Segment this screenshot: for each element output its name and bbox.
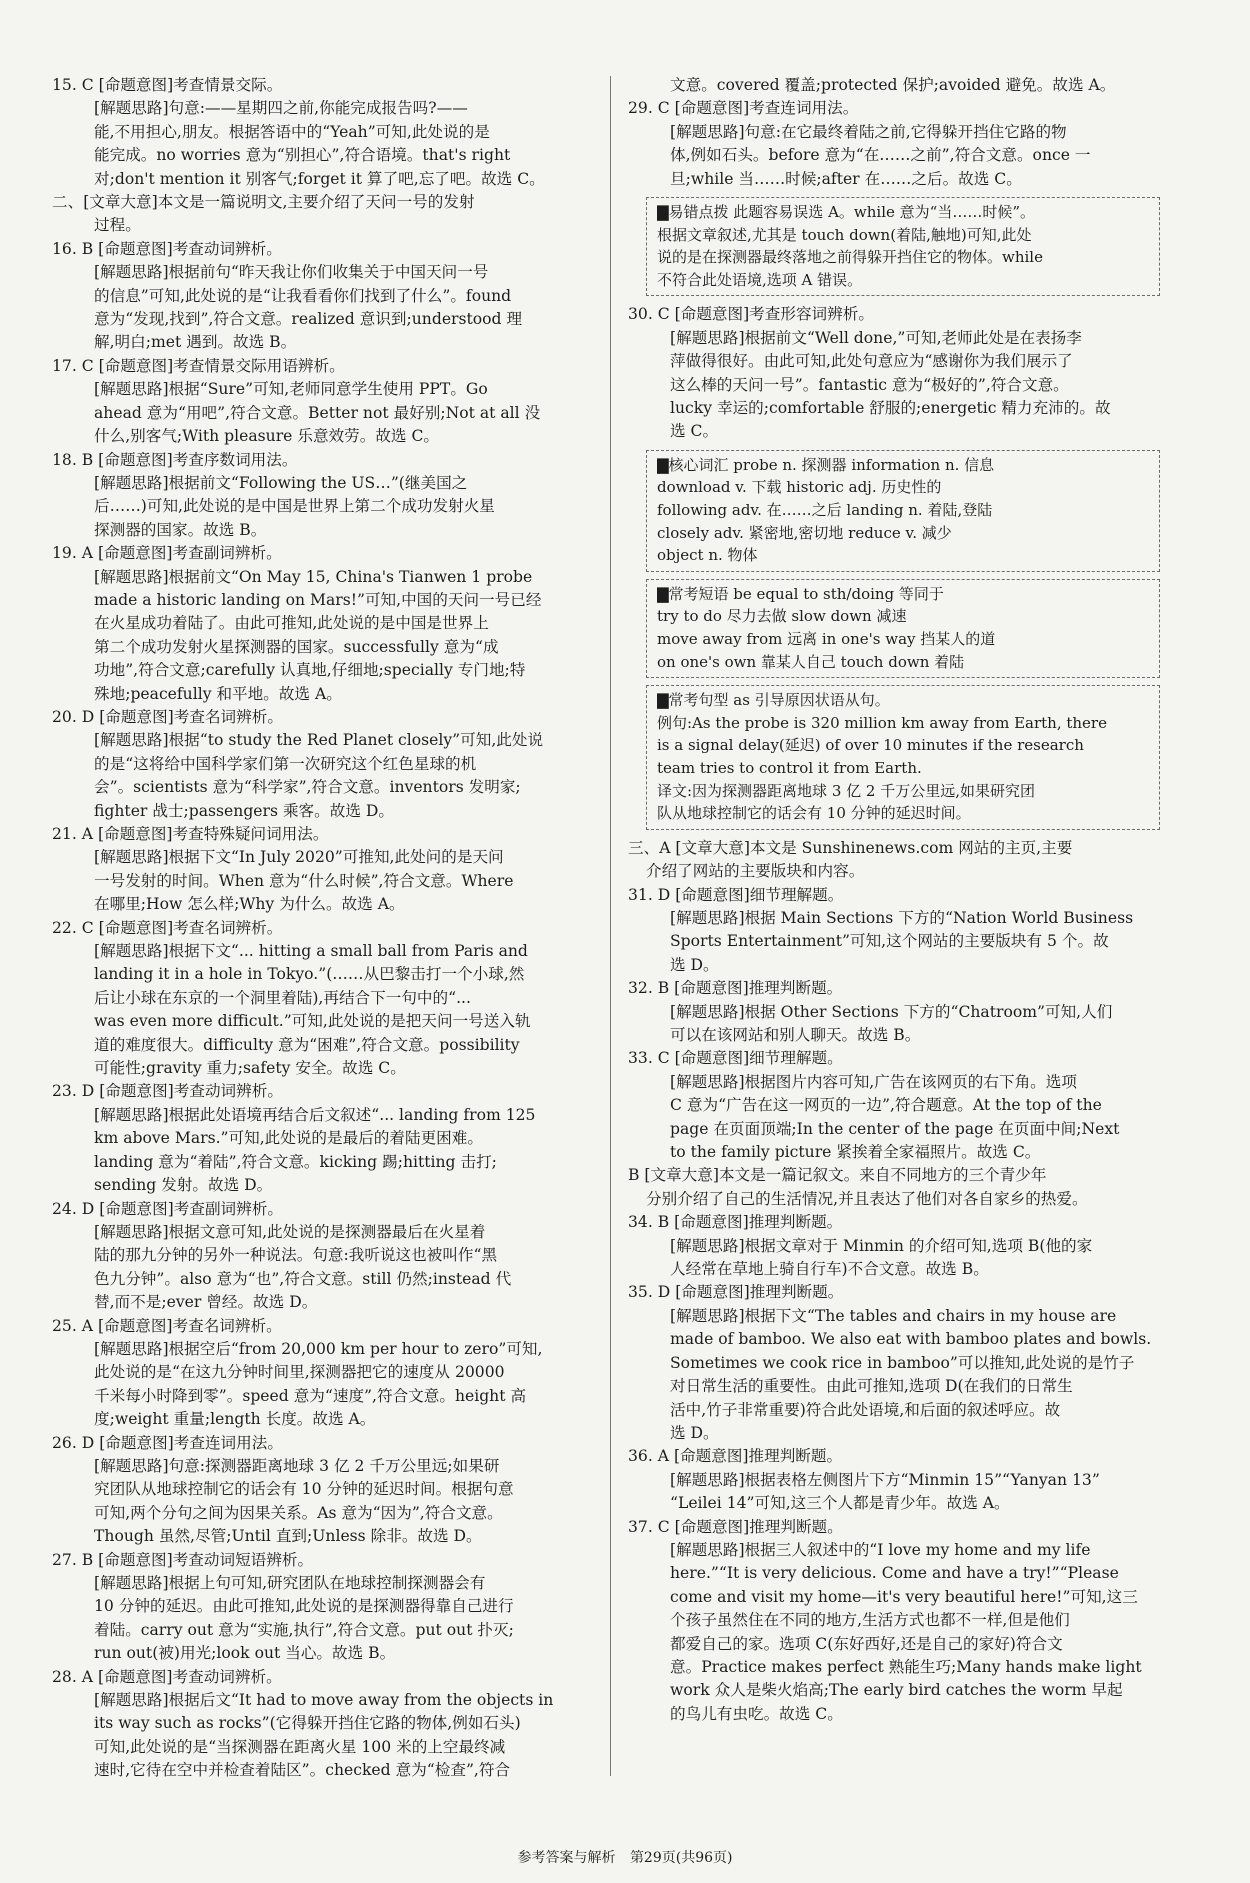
note-line: 不符合此处语境,选项 A 错误。	[657, 270, 863, 289]
text-line: page 在页面顶端;In the center of the page 在页面中间;Next	[670, 1119, 1120, 1138]
text-line: 选 D。	[670, 1423, 719, 1442]
text-line: 对;don't mention it 别客气;forget it 算了吧,忘了吧。故选 C。	[94, 169, 545, 188]
note-line: download v. 下载 historic adj. 历史性的	[657, 478, 942, 497]
text-line: 这么棒的天问一号”。fantastic 意为“极好的”,符合文意。	[670, 375, 1069, 394]
text-line: 分别介绍了自己的生活情况,并且表达了他们对各自家乡的热爱。	[646, 1189, 1088, 1208]
question-heading: 21. A [命题意图]考查特殊疑问词用法。	[52, 825, 329, 843]
text-line: ahead 意为“用吧”,符合文意。Better not 最好别;Not at all 没	[94, 403, 541, 422]
text-line: [解题思路]根据前文“On May 15, China's Tianwen 1 probe	[94, 567, 533, 586]
note-line: ▇易错点拨 此题容易误选 A。while 意为“当……时候”。	[657, 203, 1035, 222]
text-line: [解题思路]根据下文“The tables and chairs in my house are	[670, 1306, 1117, 1325]
text-line: 探测器的国家。故选 B。	[94, 520, 267, 539]
text-line: [解题思路]根据“to study the Red Planet closely”可知,此处说	[94, 731, 544, 750]
text-line: [解题思路]根据下文“... hitting a small ball from Paris and	[94, 942, 528, 961]
text-line: [解题思路]根据空后“from 20,000 km per hour to zero”可知,	[94, 1339, 543, 1358]
note-line: 译文:因为探测器距离地球 3 亿 2 千万公里远,如果研究团	[657, 781, 1035, 800]
text-line: Sometimes we cook rice in bamboo”可以推知,此处说的是竹子	[670, 1353, 1135, 1372]
text-line: [解题思路]根据文意可知,此处说的是探测器最后在火星着	[94, 1222, 486, 1241]
question-heading: 18. B [命题意图]考查序数词用法。	[52, 450, 298, 469]
question-heading: B [文章大意]本文是一篇记叙文。来自不同地方的三个青少年	[628, 1166, 1047, 1185]
question-heading: 17. C [命题意图]考查情景交际用语辨析。	[52, 356, 345, 375]
text-line: Sports Entertainment”可知,这个网站的主要版块有 5 个。故	[670, 932, 1109, 951]
text-line: [解题思路]句意:探测器距离地球 3 亿 2 千万公里远;如果研	[94, 1456, 500, 1475]
column-divider	[610, 76, 611, 1776]
text-line: [解题思路]根据文章对于 Minmin 的介绍可知,选项 B(他的家	[670, 1236, 1093, 1255]
text-line: made a historic landing on Mars!”可知,中国的天问一号已经	[94, 590, 542, 609]
text-line: 解,明白;met 遇到。故选 B。	[94, 333, 297, 352]
text-line: 个孩子虽然住在不同的地方,生活方式也都不一样,但是他们	[670, 1611, 1070, 1630]
text-line: 选 D。	[670, 955, 719, 974]
text-line: 殊地;peacefully 和平地。故选 A。	[94, 684, 342, 703]
text-line: 什么,别客气;With pleasure 乐意效劳。故选 C。	[94, 427, 440, 446]
note-line: team tries to control it from Earth.	[657, 758, 922, 777]
text-line: work 众人是柴火焰高;The early bird catches the worm 早起	[670, 1681, 1123, 1700]
note-line: 队从地球控制它的话会有 10 分钟的延迟时间。	[657, 804, 971, 823]
text-line: [解题思路]根据前句“昨天我让你们收集关于中国天问一号	[94, 263, 489, 282]
question-heading: 25. A [命题意图]考查名词辨析。	[52, 1316, 282, 1335]
note-line: 例句:As the probe is 320 million km away from Earth, there	[657, 713, 1107, 732]
text-line: fighter 战士;passengers 乘客。故选 D。	[94, 801, 394, 820]
text-line: Though 虽然,尽管;Until 直到;Unless 除非。故选 D。	[94, 1527, 482, 1546]
text-line: 后让小球在东京的一个洞里着陆),再结合下一句中的“...	[94, 988, 471, 1007]
text-line: 后……)可知,此处说的是中国是世界上第二个成功发射火星	[94, 497, 495, 516]
text-line: landing 意为“着陆”,符合文意。kicking 踢;hitting 击打;	[94, 1152, 497, 1171]
text-line: lucky 幸运的;comfortable 舒服的;energetic 精力充沛的。故	[670, 399, 1111, 418]
text-line: 的是“这将给中国科学家们第一次研究这个红色星球的机	[94, 754, 477, 773]
note-box-sentence	[646, 685, 1160, 830]
note-line: ▇常考短语 be equal to sth/doing 等同于	[657, 584, 944, 603]
question-heading: 34. B [命题意图]推理判断题。	[628, 1213, 843, 1232]
text-line: 过程。	[94, 216, 141, 235]
question-heading: 37. C [命题意图]推理判断题。	[628, 1517, 843, 1536]
text-line: to the family picture 紧挨着全家福照片。故选 C。	[670, 1143, 1041, 1162]
text-line: 文意。covered 覆盖;protected 保护;avoided 避免。故选 A。	[670, 76, 1116, 94]
note-line: ▇核心词汇 probe n. 探测器 information n. 信息	[657, 455, 995, 474]
text-line: 意。Practice makes perfect 熟能生巧;Many hands make light	[670, 1657, 1142, 1676]
question-heading: 32. B [命题意图]推理判断题。	[628, 979, 843, 998]
question-heading: 29. C [命题意图]考查连词用法。	[628, 99, 859, 118]
text-line: [解题思路]根据前文“Following the US…”(继美国之	[94, 473, 468, 492]
text-line: [解题思路]根据图片内容可知,广告在该网页的右下角。选项	[670, 1072, 1077, 1091]
note-line: object n. 物体	[657, 546, 758, 565]
question-heading: 30. C [命题意图]考查形容词辨析。	[628, 305, 874, 324]
text-line: [解题思路]根据后文“It had to move away from the objects in	[94, 1691, 554, 1710]
text-line: 萍做得很好。由此可知,此处句意应为“感谢你为我们展示了	[670, 352, 1073, 371]
right-column	[628, 74, 1160, 1726]
text-line: 能完成。no worries 意为“别担心”,符合语境。that's right	[94, 146, 511, 165]
text-line: landing it in a hole in Tokyo.”(……从巴黎击打一个小球,然	[94, 965, 525, 984]
text-line: [解题思路]根据 Main Sections 下方的“Nation World Business	[670, 908, 1134, 927]
text-line: 可以在该网站和别人聊天。故选 B。	[670, 1026, 921, 1044]
text-line: 此处说的是“在这九分钟时间里,探测器把它的速度从 20000	[94, 1363, 505, 1382]
text-line: was even more difficult.”可知,此处说的是把天问一号送入轨	[94, 1012, 531, 1031]
text-line: “Leilei 14”可知,这三个人都是青少年。故选 A。	[670, 1494, 1010, 1513]
note-box-vocab	[646, 450, 1160, 572]
question-heading: 24. D [命题意图]考查副词辨析。	[52, 1199, 283, 1218]
note-box-tip	[646, 197, 1160, 296]
note-line: try to do 尽力去做 slow down 减速	[657, 607, 907, 626]
text-line: 替,而不是;ever 曾经。故选 D。	[94, 1293, 318, 1312]
text-line: [解题思路]根据 Other Sections 下方的“Chatroom”可知,人们	[670, 1002, 1113, 1021]
text-line: 10 分钟的延迟。由此可推知,此处说的是探测器得靠自己进行	[94, 1597, 514, 1616]
text-line: 度;weight 重量;length 长度。故选 A。	[94, 1410, 376, 1429]
text-line: sending 发射。故选 D。	[94, 1176, 273, 1195]
text-line: 在火星成功着陆了。由此可推知,此处说的是中国是世界上	[94, 614, 489, 633]
text-line: here.”“It is very delicious. Come and have a try!”“Please	[670, 1564, 1119, 1583]
note-line: 根据文章叙述,尤其是 touch down(着陆,触地)可知,此处	[657, 225, 1032, 244]
note-line: on one's own 靠某人自己 touch down 着陆	[657, 652, 965, 671]
text-line: 体,例如石头。before 意为“在……之前”,符合文意。once 一	[670, 146, 1091, 165]
text-line: 一号发射的时间。When 意为“什么时候”,符合文意。Where	[94, 871, 514, 890]
text-line: 的信息”可知,此处说的是“让我看看你们找到了什么”。found	[94, 286, 512, 305]
text-line: 陆的那九分钟的另外一种说法。句意:我听说这也被叫作“黑	[94, 1246, 498, 1265]
question-heading: 三、A [文章大意]本文是 Sunshinenews.com 网站的主页,主要	[628, 838, 1073, 857]
page-footer	[0, 1847, 1250, 1870]
text-line: 着陆。carry out 意为“实施,执行”,符合文意。put out 扑灭;	[94, 1620, 514, 1639]
question-heading: 23. D [命题意图]考查动词辨析。	[52, 1082, 283, 1101]
question-heading: 35. D [命题意图]推理判断题。	[628, 1283, 844, 1302]
text-line: [解题思路]根据前文“Well done,”可知,老师此处是在表扬李	[670, 328, 1082, 347]
text-line: 在哪里;How 怎么样;Why 为什么。故选 A。	[94, 895, 405, 914]
question-heading: 33. C [命题意图]细节理解题。	[628, 1049, 843, 1068]
question-heading: 22. C [命题意图]考查名词辨析。	[52, 918, 283, 937]
note-line: move away from 远离 in one's way 挡某人的道	[657, 630, 996, 648]
text-line: 可知,两个分句之间为因果关系。As 意为“因为”,符合文意。	[94, 1503, 503, 1522]
footer-title: 参考答案与解析	[517, 1850, 616, 1866]
text-line: its way such as rocks”(它得躲开挡住它路的物体,例如石头)	[94, 1714, 521, 1733]
text-line: 第二个成功发射火星探测器的国家。successfully 意为“成	[94, 637, 499, 656]
note-box-phrases	[646, 579, 1160, 678]
text-line: C 意为“广告在这一网页的一边”,符合题意。At the top of the	[670, 1096, 1102, 1115]
question-heading: 28. A [命题意图]考查动词辨析。	[52, 1667, 282, 1686]
question-heading: 19. A [命题意图]考查副词辨析。	[52, 544, 282, 563]
text-line: run out(被)用光;look out 当心。故选 B。	[94, 1644, 396, 1663]
text-line: [解题思路]根据下文“In July 2020”可推知,此处问的是天问	[94, 848, 504, 867]
text-line: come and visit my home—it's very beautiful here!”可知,这三	[670, 1587, 1138, 1606]
text-line: [解题思路]根据上句可知,研究团队在地球控制探测器会有	[94, 1574, 486, 1592]
text-line: 道的难度很大。difficulty 意为“困难”,符合文意。possibility	[94, 1035, 520, 1054]
text-line: 千米每小时降到零”。speed 意为“速度”,符合文意。height 高	[94, 1386, 527, 1405]
note-line: closely adv. 紧密地,密切地 reduce v. 减少	[657, 523, 952, 542]
question-heading: 26. D [命题意图]考查连词用法。	[52, 1433, 283, 1452]
footer-page-number: 第29页(共96页)	[629, 1850, 733, 1866]
text-line: [解题思路]根据三人叙述中的“I love my home and my life	[670, 1540, 1091, 1559]
text-line: 旦;while 当……时候;after 在……之后。故选 C。	[670, 169, 1022, 188]
text-line: 功地”,符合文意;carefully 认真地,仔细地;specially 专门地;特	[94, 661, 526, 680]
text-line: [解题思路]根据此处语境再结合后文叙述“... landing from 125	[94, 1105, 536, 1124]
text-line: [解题思路]句意:在它最终着陆之前,它得躲开挡住它路的物	[670, 122, 1067, 141]
text-line: 活中,竹子非常重要)符合此处语境,和后面的叙述呼应。故	[670, 1400, 1061, 1419]
text-line: [解题思路]根据“Sure”可知,老师同意学生使用 PPT。Go	[94, 380, 488, 399]
note-line: ▇常考句型 as 引导原因状语从句。	[657, 691, 890, 710]
text-line: made of bamboo. We also eat with bamboo plates and bowls.	[670, 1330, 1152, 1349]
question-heading: 二、[文章大意]本文是一篇说明文,主要介绍了天问一号的发射	[52, 193, 475, 212]
text-line: 能,不用担心,朋友。根据答语中的“Yeah”可知,此处说的是	[94, 122, 490, 141]
note-line: is a signal delay(延迟) of over 10 minutes if the research	[657, 736, 1084, 755]
text-line: 都爱自己的家。选项 C(东好西好,还是自己的家好)符合文	[670, 1634, 1063, 1653]
question-heading: 20. D [命题意图]考查名词辨析。	[52, 707, 283, 726]
text-line: km above Mars.”可知,此处说的是最后的着陆更困难。	[94, 1129, 483, 1148]
text-line: 对日常生活的重要性。由此可推知,选项 D(在我们的日常生	[670, 1377, 1073, 1396]
question-heading: 15. C [命题意图]考查情景交际。	[52, 76, 283, 94]
text-line: [解题思路]句意:——星期四之前,你能完成报告吗?——	[94, 99, 468, 118]
left-column	[52, 74, 594, 1783]
text-line: 介绍了网站的主要版块和内容。	[646, 862, 865, 881]
text-line: 会”。scientists 意为“科学家”,符合文意。inventors 发明家;	[94, 778, 521, 797]
question-heading: 31. D [命题意图]细节理解题。	[628, 885, 844, 904]
question-heading: 36. A [命题意图]推理判断题。	[628, 1447, 843, 1466]
text-line: 色九分钟”。also 意为“也”,符合文意。still 仍然;instead 代	[94, 1269, 512, 1288]
text-line: 意为“发现,找到”,符合文意。realized 意识到;understood 理	[94, 310, 523, 329]
text-line: 可知,此处说的是“当探测器在距离火星 100 米的上空最终减	[94, 1737, 506, 1756]
note-line: 说的是在探测器最终落地之前得躲开挡住它的物体。while	[657, 248, 1043, 267]
text-line: 究团队从地球控制它的话会有 10 分钟的延迟时间。根据句意	[94, 1480, 514, 1499]
text-line: 的鸟儿有虫吃。故选 C。	[670, 1704, 843, 1723]
text-line: 速时,它待在空中并检查着陆区”。checked 意为“检查”,符合	[94, 1761, 511, 1780]
question-heading: 27. B [命题意图]考查动词短语辨析。	[52, 1550, 314, 1569]
text-line: [解题思路]根据表格左侧图片下方“Minmin 15”“Yanyan 13”	[670, 1470, 1100, 1489]
question-heading: 16. B [命题意图]考查动词辨析。	[52, 239, 282, 258]
text-line: 选 C。	[670, 422, 719, 441]
note-line: following adv. 在……之后 landing n. 着陆,登陆	[657, 501, 993, 520]
text-line: 人经常在草地上骑自行车)不合文意。故选 B。	[670, 1260, 989, 1279]
text-line: 可能性;gravity 重力;safety 安全。故选 C。	[94, 1059, 406, 1078]
